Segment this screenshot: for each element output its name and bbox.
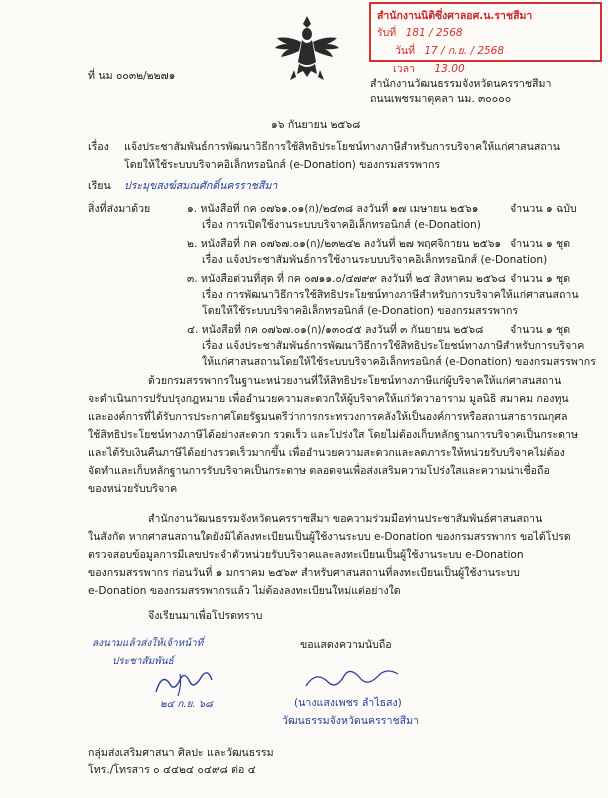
enclosure-1-head: ๑. หนังสือที่ กค ๐๗๖๑.๐๑(ก)/๒๔๓๘ ลงวันที่ ๑๗ เมษายน ๒๕๖๑	[187, 203, 479, 215]
margin-note-line-2: ประชาสัมพันธ์	[112, 656, 174, 667]
enclosure-1-qty: จำนวน ๑ ฉบับ	[510, 203, 577, 215]
enclosure-4-detail-1: เรื่อง แจ้งประชาสัมพันธ์การพัฒนาวิธีการใช้สิทธิประโยชน์ทางภาษีสำหรับการบริจาค	[202, 340, 585, 352]
footer-department: กลุ่มส่งเสริมศาสนา ศิลปะ และวัฒนธรรม	[88, 747, 274, 759]
closing-line: จึงเรียนมาเพื่อโปรดทราบ	[148, 610, 263, 622]
signer-name: (นางแสงเพชร ลำไธสง)	[294, 697, 402, 709]
para2-line-3: ตรวจสอบข้อมูลการมีเลขประจำตัวหน่วยรับบริจาคและลงทะเบียนเป็นผู้ใช้งานระบบ e-Donation	[88, 549, 524, 561]
footer-phone: โทร./โทรสาร ๐ ๔๔๒๔ ๐๔๙๘ ต่อ ๔	[88, 764, 256, 776]
para1-line-6: จัดทำและเก็บหลักฐานการรับบริจาคเป็นกระดาษ ตลอดจนเพื่อส่งเสริมความโปร่งใสและความน่าเชื่อถือ	[88, 465, 550, 477]
para1-line-4: ใช้สิทธิประโยชน์ทางภาษีได้อย่างสะดวก รวดเร็ว และโปร่งใส โดยไม่ต้องเก็บหลักฐานการบริจาคเป็นกระดาษ	[88, 429, 578, 441]
stamp-received-label: รับที่	[377, 27, 397, 39]
stamp-received-row	[377, 24, 463, 41]
enclosure-3-head: ๓. หนังสือด่วนที่สุด ที่ กค ๐๗๑๑.๐/๔๗๙๙ ลงวันที่ ๒๕ สิงหาคม ๒๕๖๘	[187, 273, 506, 285]
stamp-office: สำนักงานนิติซึ่งศาลอศ.น.ราชสีมา	[377, 10, 533, 22]
stamp-date-label: วันที่	[395, 45, 415, 57]
enclosure-3-qty: จำนวน ๑ ชุด	[510, 273, 571, 285]
margin-note-signature	[150, 668, 220, 700]
signer-title: วัฒนธรรมจังหวัดนครราชสีมา	[282, 715, 420, 727]
enclosure-4-detail-2: ให้แก่ศาสนสถานโดยให้ใช้ระบบบริจาคอิเล็กทรอนิกส์ (e-Donation) ของกรมสรรพากร	[202, 356, 596, 368]
para1-line-3: และองค์การที่ได้รับการประกาศโดยรัฐมนตรีว่าการกระทรวงการคลังให้เป็นองค์การหรือสถานสาธารณกุศล	[88, 411, 568, 423]
stamp-time	[393, 63, 465, 76]
margin-note-date: ๒๔ ก.ย. ๖๘	[160, 699, 213, 710]
enclosure-2-qty: จำนวน ๑ ชุด	[510, 238, 571, 250]
document-date: ๑๖ กันยายน ๒๕๖๘	[271, 119, 361, 131]
stamp-date-value: 17 / ก.ย. / 2568	[424, 45, 505, 57]
para2-line-1: สำนักงานวัฒนธรรมจังหวัดนครราชสีมา ขอความร่วมมือท่านประชาสัมพันธ์ศาสนสถาน	[148, 513, 543, 525]
stamp-date-row	[395, 42, 504, 59]
subject-line-1: แจ้งประชาสัมพันธ์การพัฒนาวิธีการใช้สิทธิประโยชน์ทางภาษีสำหรับการบริจาคให้แก่ศาสนสถาน	[124, 141, 560, 153]
enclosure-4-head: ๔. หนังสือที่ กค ๐๗๖๗.๐๑(ก)/๑๓๐๔๕ ลงวันที่ ๓ กันยายน ๒๕๖๘	[187, 324, 484, 336]
enclosure-3-detail-2: โดยให้ใช้ระบบบริจาคอิเล็กทรอนิกส์ (e-Donation) ของกรมสรรพากร	[202, 305, 519, 317]
stamp-received-no: 181 / 2568	[405, 27, 463, 39]
sender-office: สำนักงานวัฒนธรรมจังหวัดนครราชสีมา	[370, 78, 552, 90]
para1-line-1: ด้วยกรมสรรพากรในฐานะหน่วยงานที่ให้สิทธิประโยชน์ทางภาษีแก่ผู้บริจาคให้แก่ศาสนสถาน	[148, 375, 562, 387]
receipt-stamp	[369, 2, 602, 62]
para2-line-2: ในสังกัด หากศาสนสถานใดยังมิได้ลงทะเบียนเป็นผู้ใช้งานระบบ e-Donation ของกรมสรรพากร ขอได้โปรด	[88, 531, 571, 543]
stamp-time-label: เวลา	[393, 63, 416, 75]
enclosure-3-detail-1: เรื่อง การพัฒนาวิธีการใช้สิทธิประโยชน์ทางภาษีสำหรับการบริจาคให้แก่ศาสนสถาน	[202, 289, 579, 301]
enclosure-2-detail: เรื่อง แจ้งประชาสัมพันธ์การใช้งานระบบบริจาคอิเล็กทรอนิกส์ (e-Donation)	[202, 254, 548, 266]
garuda-emblem	[272, 12, 342, 88]
margin-note-line-1: ลงนามแล้วส่งให้เจ้าหน้าที่	[92, 638, 204, 649]
recipient: ประมุขสงฆ์สมณศักดิ์นครราชสีมา	[124, 180, 278, 192]
regards: ขอแสดงความนับถือ	[300, 639, 392, 651]
enclosures-label: สิ่งที่ส่งมาด้วย	[88, 203, 151, 215]
para1-line-5: และได้รับเงินคืนภาษีได้อย่างรวดเร็วมากขึ้น เพื่ออำนวยความสะดวกและลดภาระให้หน่วยรับบริจาคไม่ต้อง	[88, 447, 565, 459]
stamp-time-value: 13.00	[434, 63, 465, 75]
document-number: ที่ นม ๐๐๓๒/๒๒๗๑	[88, 70, 176, 82]
para1-line-2: จะดำเนินการปรับปรุงกฎหมาย เพื่ออำนวยความสะดวกให้ผู้บริจาคให้แก่วัดวาอาราม มูลนิธิ สมาคม กองทุน	[88, 393, 569, 405]
subject-line-2: โดยให้ใช้ระบบบริจาคอิเล็กทรอนิกส์ (e-Donation) ของกรมสรรพากร	[124, 159, 441, 171]
to-label: เรียน	[88, 180, 111, 192]
sender-address: ถนนเพชรมาตุคลา นม. ๓๐๐๐๐	[370, 93, 512, 105]
enclosure-1-detail: เรื่อง การเปิดใช้งานระบบบริจาคอิเล็กทรอนิกส์ (e-Donation)	[202, 219, 481, 231]
para2-line-4: ของกรมสรรพากร ก่อนวันที่ ๑ มกราคม ๒๕๖๙ สำหรับศาสนสถานที่ลงทะเบียนเป็นผู้ใช้งานระบบ	[88, 567, 520, 579]
subject-label: เรื่อง	[88, 141, 109, 153]
signature	[300, 668, 410, 694]
para1-line-7: ของหน่วยรับบริจาค	[88, 483, 178, 495]
enclosure-4-qty: จำนวน ๑ ชุด	[510, 324, 571, 336]
para2-line-5: e-Donation ของกรมสรรพากรแล้ว ไม่ต้องลงทะเบียนใหม่แต่อย่างใด	[88, 585, 401, 597]
enclosure-2-head: ๒. หนังสือที่ กค ๐๗๖๗.๐๑(ก)/๒๓๒๔๒ ลงวันที่ ๒๗ พฤศจิกายน ๒๕๖๑	[187, 238, 502, 250]
